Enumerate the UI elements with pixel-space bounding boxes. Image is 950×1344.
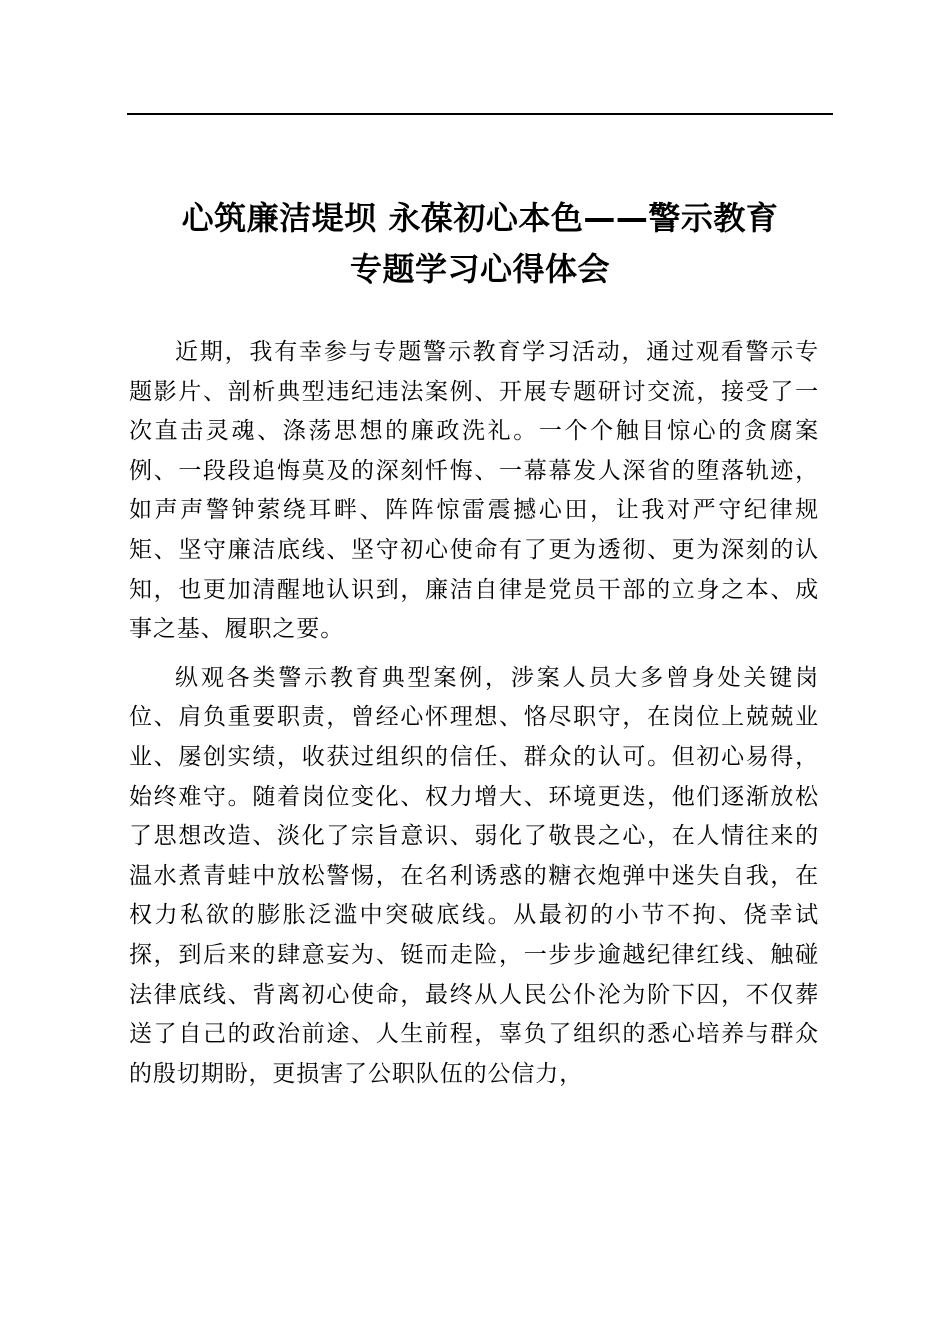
document-title [127,193,833,295]
title-line-1: 心筑廉洁堤坝 永葆初心本色——警示教育 [181,199,779,237]
paragraph-2: 纵观各类警示教育典型案例，涉案人员大多曾身处关键岗位、肩负重要职责，曾经心怀理想、恪尽职守，在岗位上兢兢业业、屡创实绩，收获过组织的信任、群众的认可。但初心易得，始终难守。随着岗位变化、权力增大、环境更迭，他们逐渐放松了思想改造、淡化了宗旨意识、弱化了敬畏之心，在人情往来的温水煮青蛙中放松警惕，在名利诱惑的糖衣炮弹中迷失自我，在权力私欲的膨胀泛滥中突破底线。从最初的小节不拘、侥幸试探，到后来的肆意妄为、铤而走险，一步步逾越纪律红线、触碰法律底线、背离初心使命，最终从人民公仆沦为阶下囚，不仅葬送了自己的政治前途、人生前程，辜负了组织的悉心培养与群众的殷切期盼，更损害了公职队伍的公信力， [129,664,819,1087]
title-line-2: 专题学习心得体会 [349,250,610,288]
document-body [129,333,819,1094]
header-rule [127,113,833,115]
paragraph-1: 近期，我有幸参与专题警示教育学习活动，通过观看警示专题影片、剖析典型违纪违法案例、开展专题研讨交流，接受了一次直击灵魂、涤荡思想的廉政洗礼。一个个触目惊心的贪腐案例、一段段追悔莫及的深刻忏悔、一幕幕发人深省的堕落轨迹，如声声警钟萦绕耳畔、阵阵惊雷震撼心田，让我对严守纪律规矩、坚守廉洁底线、坚守初心使命有了更为透彻、更为深刻的认知，也更加清醒地认识到，廉洁自律是党员干部的立身之本、成事之基、履职之要。 [129,339,819,643]
